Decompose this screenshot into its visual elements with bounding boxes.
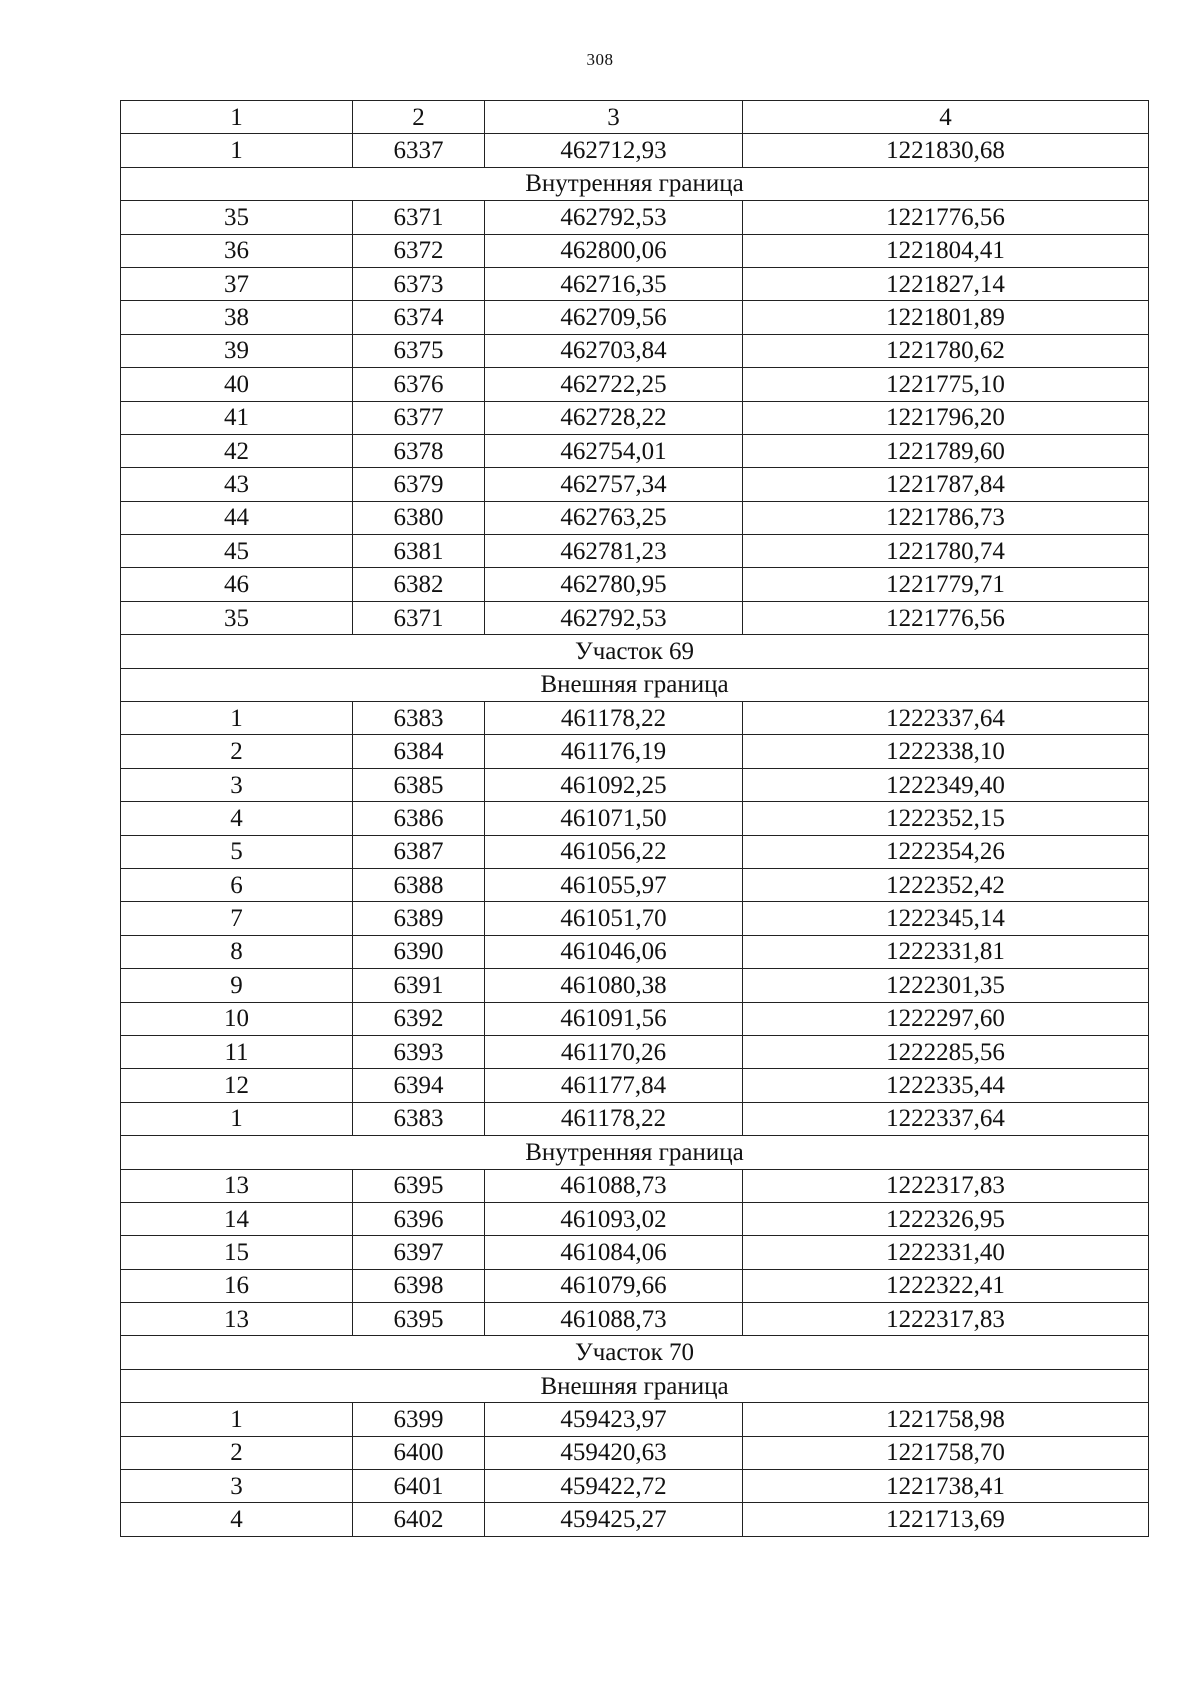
y-coordinate-cell: 1222337,64 [743, 702, 1149, 735]
point-number-cell: 4 [121, 802, 353, 835]
table-header-row [121, 101, 1149, 134]
point-id-cell: 6393 [353, 1035, 485, 1068]
point-id-cell: 6402 [353, 1503, 485, 1536]
point-id-cell: 6384 [353, 735, 485, 768]
x-coordinate-cell: 461051,70 [485, 902, 743, 935]
point-number-cell: 11 [121, 1035, 353, 1068]
y-coordinate-cell: 1221804,41 [743, 234, 1149, 267]
coordinates-table [120, 100, 1149, 1537]
x-coordinate-cell: 461071,50 [485, 802, 743, 835]
point-number-cell: 35 [121, 201, 353, 234]
y-coordinate-cell: 1221758,70 [743, 1436, 1149, 1469]
y-coordinate-cell: 1222331,40 [743, 1236, 1149, 1269]
table-row [121, 735, 1149, 768]
point-number-cell: 7 [121, 902, 353, 935]
point-number-cell: 1 [121, 702, 353, 735]
y-coordinate-cell: 1222352,42 [743, 868, 1149, 901]
y-coordinate-cell: 1221780,74 [743, 535, 1149, 568]
y-coordinate-cell: 1221786,73 [743, 501, 1149, 534]
table-row [121, 267, 1149, 300]
x-coordinate-cell: 461055,97 [485, 868, 743, 901]
section-title: Участок 70 [121, 1336, 1149, 1369]
point-number-cell: 1 [121, 134, 353, 167]
x-coordinate-cell: 459423,97 [485, 1403, 743, 1436]
y-coordinate-cell: 1222345,14 [743, 902, 1149, 935]
table-row [121, 401, 1149, 434]
table-row [121, 702, 1149, 735]
point-id-cell: 6378 [353, 434, 485, 467]
point-id-cell: 6381 [353, 535, 485, 568]
point-id-cell: 6395 [353, 1169, 485, 1202]
point-id-cell: 6375 [353, 334, 485, 367]
table-row [121, 902, 1149, 935]
header-cell: 2 [353, 101, 485, 134]
y-coordinate-cell: 1221787,84 [743, 468, 1149, 501]
table-row [121, 935, 1149, 968]
x-coordinate-cell: 462709,56 [485, 301, 743, 334]
table-row [121, 134, 1149, 167]
x-coordinate-cell: 462757,34 [485, 468, 743, 501]
point-id-cell: 6399 [353, 1403, 485, 1436]
point-id-cell: 6396 [353, 1202, 485, 1235]
x-coordinate-cell: 461170,26 [485, 1035, 743, 1068]
x-coordinate-cell: 459425,27 [485, 1503, 743, 1536]
table-row [121, 1269, 1149, 1302]
point-number-cell: 36 [121, 234, 353, 267]
point-id-cell: 6394 [353, 1069, 485, 1102]
point-number-cell: 1 [121, 1102, 353, 1135]
point-id-cell: 6401 [353, 1470, 485, 1503]
x-coordinate-cell: 461046,06 [485, 935, 743, 968]
y-coordinate-cell: 1222322,41 [743, 1269, 1149, 1302]
point-number-cell: 1 [121, 1403, 353, 1436]
table-row [121, 1503, 1149, 1536]
y-coordinate-cell: 1221775,10 [743, 368, 1149, 401]
y-coordinate-cell: 1222297,60 [743, 1002, 1149, 1035]
table-body [121, 101, 1149, 1537]
table-row [121, 1002, 1149, 1035]
x-coordinate-cell: 462792,53 [485, 201, 743, 234]
x-coordinate-cell: 461091,56 [485, 1002, 743, 1035]
point-number-cell: 10 [121, 1002, 353, 1035]
section-title: Внутренняя граница [121, 167, 1149, 200]
point-number-cell: 8 [121, 935, 353, 968]
x-coordinate-cell: 459422,72 [485, 1470, 743, 1503]
point-number-cell: 9 [121, 969, 353, 1002]
point-number-cell: 4 [121, 1503, 353, 1536]
point-id-cell: 6390 [353, 935, 485, 968]
x-coordinate-cell: 461088,73 [485, 1303, 743, 1336]
point-number-cell: 12 [121, 1069, 353, 1102]
point-id-cell: 6377 [353, 401, 485, 434]
x-coordinate-cell: 462763,25 [485, 501, 743, 534]
x-coordinate-cell: 461088,73 [485, 1169, 743, 1202]
y-coordinate-cell: 1221789,60 [743, 434, 1149, 467]
table-row [121, 468, 1149, 501]
table-row [121, 501, 1149, 534]
page-number: 308 [586, 50, 614, 69]
point-number-cell: 6 [121, 868, 353, 901]
point-number-cell: 39 [121, 334, 353, 367]
table-row [121, 768, 1149, 801]
point-id-cell: 6392 [353, 1002, 485, 1035]
point-number-cell: 40 [121, 368, 353, 401]
point-id-cell: 6382 [353, 568, 485, 601]
table-row [121, 868, 1149, 901]
table-row [121, 535, 1149, 568]
x-coordinate-cell: 461092,25 [485, 768, 743, 801]
y-coordinate-cell: 1222301,35 [743, 969, 1149, 1002]
table-row [121, 1169, 1149, 1202]
table-row [121, 1202, 1149, 1235]
point-id-cell: 6371 [353, 201, 485, 234]
point-number-cell: 46 [121, 568, 353, 601]
section-title: Внутренняя граница [121, 1136, 1149, 1169]
point-id-cell: 6385 [353, 768, 485, 801]
point-id-cell: 6389 [353, 902, 485, 935]
point-id-cell: 6372 [353, 234, 485, 267]
table-row [121, 969, 1149, 1002]
section-title: Участок 69 [121, 635, 1149, 668]
point-id-cell: 6397 [353, 1236, 485, 1269]
point-number-cell: 38 [121, 301, 353, 334]
table-row [121, 1436, 1149, 1469]
point-number-cell: 16 [121, 1269, 353, 1302]
point-id-cell: 6337 [353, 134, 485, 167]
x-coordinate-cell: 461084,06 [485, 1236, 743, 1269]
point-number-cell: 2 [121, 1436, 353, 1469]
x-coordinate-cell: 462712,93 [485, 134, 743, 167]
table-row [121, 368, 1149, 401]
point-id-cell: 6388 [353, 868, 485, 901]
table-row [121, 1470, 1149, 1503]
x-coordinate-cell: 462703,84 [485, 334, 743, 367]
section-row [121, 635, 1149, 668]
x-coordinate-cell: 462754,01 [485, 434, 743, 467]
x-coordinate-cell: 461093,02 [485, 1202, 743, 1235]
x-coordinate-cell: 461056,22 [485, 835, 743, 868]
y-coordinate-cell: 1221758,98 [743, 1403, 1149, 1436]
table-row [121, 201, 1149, 234]
x-coordinate-cell: 461079,66 [485, 1269, 743, 1302]
point-id-cell: 6383 [353, 1102, 485, 1135]
y-coordinate-cell: 1221801,89 [743, 301, 1149, 334]
point-number-cell: 3 [121, 768, 353, 801]
y-coordinate-cell: 1222335,44 [743, 1069, 1149, 1102]
header-cell: 1 [121, 101, 353, 134]
y-coordinate-cell: 1222331,81 [743, 935, 1149, 968]
point-number-cell: 43 [121, 468, 353, 501]
x-coordinate-cell: 461178,22 [485, 702, 743, 735]
point-id-cell: 6383 [353, 702, 485, 735]
y-coordinate-cell: 1221780,62 [743, 334, 1149, 367]
x-coordinate-cell: 462716,35 [485, 267, 743, 300]
point-id-cell: 6398 [353, 1269, 485, 1302]
y-coordinate-cell: 1222352,15 [743, 802, 1149, 835]
point-id-cell: 6379 [353, 468, 485, 501]
point-number-cell: 35 [121, 601, 353, 634]
y-coordinate-cell: 1222317,83 [743, 1303, 1149, 1336]
point-number-cell: 45 [121, 535, 353, 568]
section-row [121, 668, 1149, 701]
x-coordinate-cell: 461178,22 [485, 1102, 743, 1135]
y-coordinate-cell: 1222326,95 [743, 1202, 1149, 1235]
point-id-cell: 6395 [353, 1303, 485, 1336]
table-row [121, 601, 1149, 634]
point-id-cell: 6391 [353, 969, 485, 1002]
y-coordinate-cell: 1221713,69 [743, 1503, 1149, 1536]
table-row [121, 1236, 1149, 1269]
x-coordinate-cell: 459420,63 [485, 1436, 743, 1469]
y-coordinate-cell: 1222338,10 [743, 735, 1149, 768]
section-title: Внешняя граница [121, 668, 1149, 701]
point-id-cell: 6400 [353, 1436, 485, 1469]
table-row [121, 568, 1149, 601]
x-coordinate-cell: 462728,22 [485, 401, 743, 434]
point-number-cell: 5 [121, 835, 353, 868]
point-number-cell: 41 [121, 401, 353, 434]
x-coordinate-cell: 462792,53 [485, 601, 743, 634]
point-id-cell: 6380 [353, 501, 485, 534]
table-row [121, 1102, 1149, 1135]
table-row [121, 234, 1149, 267]
y-coordinate-cell: 1222285,56 [743, 1035, 1149, 1068]
y-coordinate-cell: 1221779,71 [743, 568, 1149, 601]
point-id-cell: 6373 [353, 267, 485, 300]
y-coordinate-cell: 1222337,64 [743, 1102, 1149, 1135]
x-coordinate-cell: 462800,06 [485, 234, 743, 267]
point-id-cell: 6387 [353, 835, 485, 868]
y-coordinate-cell: 1221776,56 [743, 601, 1149, 634]
x-coordinate-cell: 461177,84 [485, 1069, 743, 1102]
header-cell: 3 [485, 101, 743, 134]
y-coordinate-cell: 1221796,20 [743, 401, 1149, 434]
point-number-cell: 42 [121, 434, 353, 467]
y-coordinate-cell: 1222354,26 [743, 835, 1149, 868]
table-row [121, 1035, 1149, 1068]
table-row [121, 434, 1149, 467]
x-coordinate-cell: 462722,25 [485, 368, 743, 401]
table-row [121, 1403, 1149, 1436]
y-coordinate-cell: 1221738,41 [743, 1470, 1149, 1503]
table-row [121, 802, 1149, 835]
section-row [121, 167, 1149, 200]
table-row [121, 1069, 1149, 1102]
point-number-cell: 44 [121, 501, 353, 534]
y-coordinate-cell: 1221827,14 [743, 267, 1149, 300]
section-title: Внешняя граница [121, 1369, 1149, 1402]
table-row [121, 1303, 1149, 1336]
point-number-cell: 14 [121, 1202, 353, 1235]
header-cell: 4 [743, 101, 1149, 134]
y-coordinate-cell: 1222349,40 [743, 768, 1149, 801]
table-row [121, 301, 1149, 334]
point-id-cell: 6386 [353, 802, 485, 835]
section-row [121, 1136, 1149, 1169]
section-row [121, 1369, 1149, 1402]
y-coordinate-cell: 1221776,56 [743, 201, 1149, 234]
point-number-cell: 3 [121, 1470, 353, 1503]
table-row [121, 334, 1149, 367]
point-number-cell: 37 [121, 267, 353, 300]
y-coordinate-cell: 1222317,83 [743, 1169, 1149, 1202]
point-id-cell: 6374 [353, 301, 485, 334]
x-coordinate-cell: 461080,38 [485, 969, 743, 1002]
point-number-cell: 2 [121, 735, 353, 768]
y-coordinate-cell: 1221830,68 [743, 134, 1149, 167]
x-coordinate-cell: 462781,23 [485, 535, 743, 568]
point-id-cell: 6371 [353, 601, 485, 634]
x-coordinate-cell: 461176,19 [485, 735, 743, 768]
x-coordinate-cell: 462780,95 [485, 568, 743, 601]
point-id-cell: 6376 [353, 368, 485, 401]
point-number-cell: 15 [121, 1236, 353, 1269]
table-row [121, 835, 1149, 868]
point-number-cell: 13 [121, 1303, 353, 1336]
section-row [121, 1336, 1149, 1369]
point-number-cell: 13 [121, 1169, 353, 1202]
